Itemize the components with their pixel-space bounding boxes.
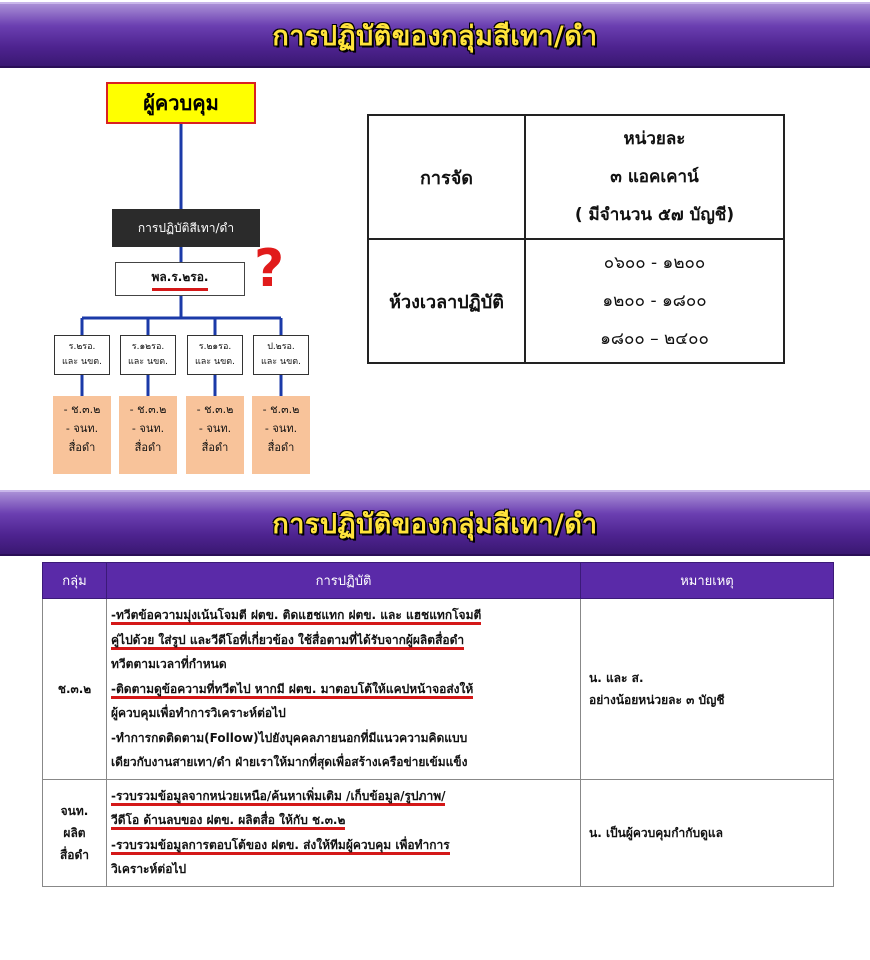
header-group: กลุ่ม	[43, 563, 107, 599]
row2-line-2: วีดีโอ ด้านลบของ ฝตข. ผลิตสื่อ ให้กับ ช.๓.๒	[111, 813, 345, 830]
unit-box-2	[120, 335, 176, 375]
row1-line-7: เดียวกับงานสายเทา/ดำ ฝ่ายเราให้มากที่สุดเพื่อสร้างเครือข่ายเข้มแข็ง	[111, 755, 468, 769]
unit-3-line2: และ นขต.	[194, 357, 236, 367]
task-line-3: สื่อดำ	[267, 441, 295, 454]
task-line-1: - ช.๓.๒	[129, 403, 167, 416]
task-box-1	[53, 396, 111, 474]
time-label: ห้วงเวลาปฏิบัติ	[368, 239, 525, 363]
row2-line-1: -รวบรวมข้อมูลจากหน่วยเหนือ/ค้นหาเพิ่มเติม /เก็บข้อมูล/รูปภาพ/	[111, 789, 445, 806]
operations-box	[112, 209, 260, 247]
row1-line-6: -ทำการกดติดตาม(Follow)ไปยังบุคคลภายนอกที่มีแนวความคิดแบบ	[111, 730, 468, 745]
unit-1-line2: และ นขต.	[61, 357, 103, 367]
row2-group-3: สื่อดำ	[59, 847, 90, 862]
row2-group-1: จนท.	[60, 803, 89, 818]
task-line-2: - จนท.	[264, 422, 298, 435]
time-slot-3: ๑๘๐๐ – ๒๔๐๐	[600, 329, 709, 349]
police-unit-label: พล.ร.๒รอ.	[152, 268, 209, 291]
task-line-3: สื่อดำ	[68, 441, 96, 454]
task-line-1: - ช.๓.๒	[262, 403, 300, 416]
operations-label: การปฏิบัติสีเทา/ดำ	[137, 220, 235, 235]
row1-remark-2: อย่างน้อยหน่วยละ ๓ บัญชี	[589, 692, 725, 707]
table-row	[43, 599, 834, 780]
task-box-3	[186, 396, 244, 474]
allocation-values	[525, 115, 784, 239]
row2-line-4: วิเคราะห์ต่อไป	[111, 862, 187, 876]
row1-remarks	[581, 599, 834, 780]
task-line-1: - ช.๓.๒	[63, 403, 101, 416]
time-slot-2: ๑๒๐๐ - ๑๘๐๐	[602, 291, 707, 311]
unit-box-1	[54, 335, 110, 375]
row2-actions	[107, 779, 581, 886]
supervisor-box	[106, 82, 256, 124]
section-title-banner	[0, 490, 870, 556]
question-mark: ?	[254, 239, 285, 299]
unit-1-line1: ร.๒รอ.	[68, 342, 96, 352]
row1-line-5: ผู้ควบคุมเพื่อทำการวิเคราะห์ต่อไป	[111, 706, 286, 720]
row1-group: ช.๓.๒	[43, 599, 107, 780]
allocation-value-1: หน่วยละ	[623, 129, 686, 149]
task-line-2: - จนท.	[198, 422, 232, 435]
unit-2-line1: ร.๑๒รอ.	[131, 342, 165, 352]
unit-box-3	[187, 335, 243, 375]
allocation-label: การจัด	[368, 115, 525, 239]
header-actions: การปฏิบัติ	[107, 563, 581, 599]
task-line-3: สื่อดำ	[201, 441, 229, 454]
allocation-row	[368, 115, 784, 239]
header-remarks: หมายเหตุ	[581, 563, 834, 599]
time-slot-1: ๐๖๐๐ - ๑๒๐๐	[603, 253, 706, 273]
time-values	[525, 239, 784, 363]
row1-actions	[107, 599, 581, 780]
row1-line-1: -ทวีตข้อความมุ่งเน้นโจมตี ฝตข. ติดแฮชแทก ฝตข. และ แฮชแทกโจมตี	[111, 608, 481, 625]
police-unit-box	[115, 262, 245, 296]
row1-line-3: ทวีตตามเวลาที่กำหนด	[111, 657, 227, 671]
row1-remark-1: น. และ ส.	[589, 670, 644, 685]
task-line-3: สื่อดำ	[134, 441, 162, 454]
time-row	[368, 239, 784, 363]
top-title-banner	[0, 2, 870, 68]
supervisor-label: ผู้ควบคุม	[143, 91, 219, 115]
allocation-value-2: ๓ แอคเคาน์	[610, 167, 699, 187]
unit-3-line1: ร.๒๑รอ.	[198, 342, 232, 352]
row1-line-4: -ติดตามดูข้อความที่ทวีตไป หากมี ฝตข. มาตอบโต้ให้แคปหน้าจอส่งให้	[111, 682, 473, 699]
table-header-row	[43, 563, 834, 599]
row2-group	[43, 779, 107, 886]
unit-4-line1: ป.๒รอ.	[267, 342, 295, 352]
task-line-2: - จนท.	[65, 422, 99, 435]
task-line-1: - ช.๓.๒	[196, 403, 234, 416]
task-line-2: - จนท.	[131, 422, 165, 435]
row2-remarks: น. เป็นผู้ควบคุมกำกับดูแล	[581, 779, 834, 886]
task-box-2	[119, 396, 177, 474]
unit-4-line2: และ นขต.	[260, 357, 302, 367]
allocation-table	[367, 114, 785, 364]
section-title: การปฏิบัติของกลุ่มสีเทา/ดำ	[272, 508, 598, 540]
task-box-4	[252, 396, 310, 474]
table-row	[43, 779, 834, 886]
row1-line-2: คู่ไปด้วย ใส่รูป และวีดีโอที่เกี่ยวข้อง ใช้สื่อตามที่ได้รับจากผู้ผลิตสื่อดำ	[111, 633, 464, 650]
row2-line-3: -รวบรวมข้อมูลการตอบโต้ของ ฝตข. ส่งให้ทีมผู้ควบคุม เพื่อทำการ	[111, 838, 450, 855]
top-title: การปฏิบัติของกลุ่มสีเทา/ดำ	[272, 20, 598, 52]
unit-2-line2: และ นขต.	[127, 357, 169, 367]
unit-box-4	[253, 335, 309, 375]
operations-table	[42, 562, 834, 887]
allocation-value-3: ( มีจำนวน ๕๗ บัญชี)	[574, 205, 735, 225]
row2-group-2: ผลิต	[63, 825, 86, 840]
